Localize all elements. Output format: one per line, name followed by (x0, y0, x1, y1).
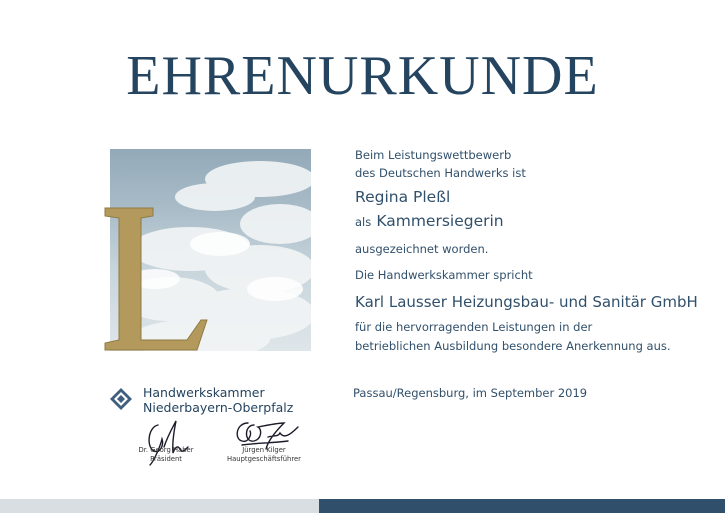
recognition-line-2: betrieblichen Ausbildung besondere Anerkennung aus. (355, 339, 671, 353)
hwk-logo-icon (109, 387, 133, 411)
signatory-2 (209, 446, 319, 464)
signatory-1-name: Dr. Georg Haber (138, 446, 194, 454)
intro-line-2: des Deutschen Handwerks ist (355, 166, 526, 180)
as-prefix: als (355, 215, 372, 229)
signatory-2-role: Hauptgeschäftsführer (227, 455, 301, 463)
chamber-says-text: Die Handwerkskammer spricht (355, 268, 533, 282)
signatory-2-name: Jürgen Kilger (242, 446, 286, 454)
organization-name-line-1: Handwerkskammer (143, 385, 265, 400)
footer-band (0, 499, 725, 513)
certificate-title: EHRENURKUNDE (126, 45, 599, 107)
intro-line-1: Beim Leistungswettbewerb (355, 148, 512, 162)
recipient-name: Regina Pleßl (355, 188, 451, 206)
place-date: Passau/Regensburg, im September 2019 (353, 386, 588, 400)
award-title: Kammersiegerin (376, 212, 504, 230)
signatory-1-role: Präsident (150, 455, 182, 463)
award-line (355, 211, 504, 230)
recognition-line-1: für die hervorragenden Leistungen in der (355, 320, 593, 334)
company-name: Karl Lausser Heizungsbau- und Sanitär GmbH (355, 293, 698, 311)
organization-name-line-2: Niederbayern-Oberpfalz (143, 400, 294, 415)
decorative-letter-l (101, 202, 211, 354)
awarded-text: ausgezeichnet worden. (355, 242, 489, 256)
signatory-1 (111, 446, 221, 464)
